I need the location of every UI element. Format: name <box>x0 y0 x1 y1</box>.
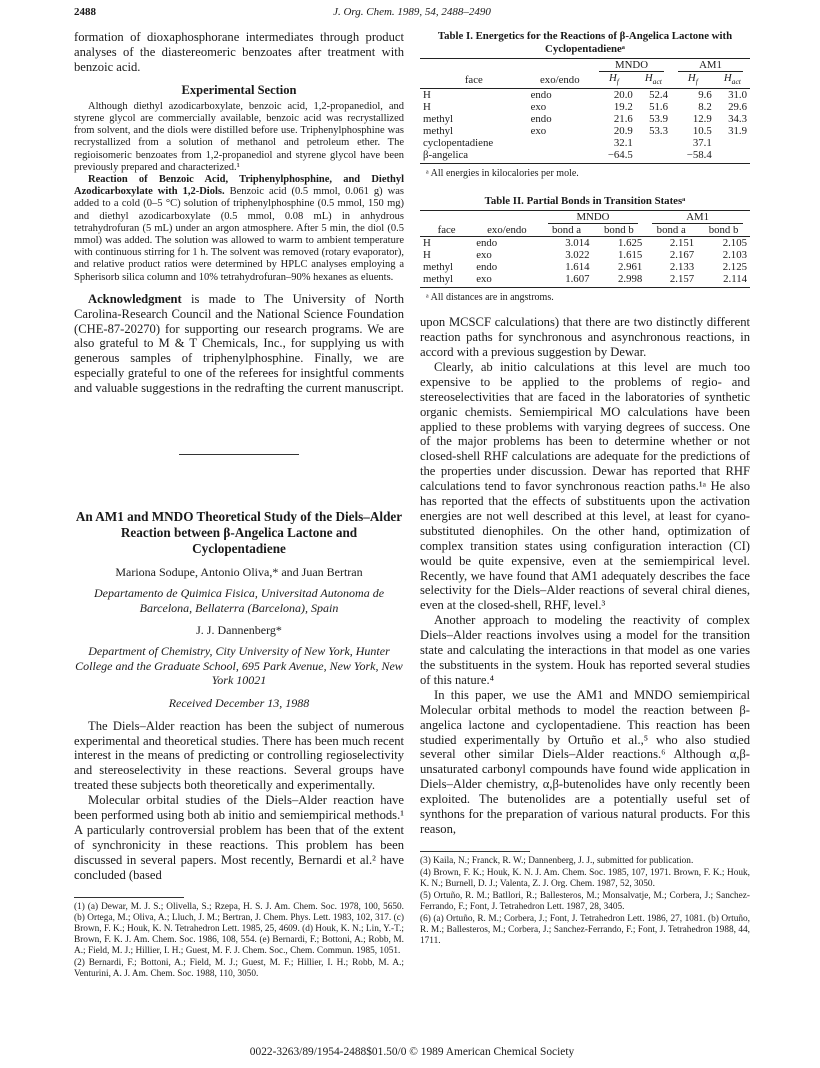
table1-cell: H <box>423 101 431 114</box>
table2-header: face <box>420 224 473 237</box>
table2 <box>420 210 750 288</box>
table1-cell: 31.0 <box>728 89 747 102</box>
table2-cell: 1.607 <box>541 273 593 288</box>
acknowledgment-text: is made to The University of North Carolina-Research Council and the National Science Foundation (CHE-87-20270) for supporting our research programs. We are also grateful to M & T Chemicals, Inc., for supplying us with generous samples of triphenylphosphine. Finally, we are especially grateful to one of the referees for insightful comments and valuable suggestions in the redrafting the current manuscript. <box>74 291 404 396</box>
table1-header: exo/endo <box>528 72 592 89</box>
intro-paragraph: formation of dioxaphosphorane intermediates through product analyses of the diastereomeric benzoates after treatment with benzoic acid. <box>74 30 404 74</box>
table1-cell: H <box>423 89 431 102</box>
page-number: 2488 <box>74 6 96 18</box>
table2-cell: 2.105 <box>722 237 747 250</box>
table2-row <box>420 273 750 288</box>
table1-cell <box>636 137 671 149</box>
table1-body <box>420 89 750 164</box>
journal-citation: J. Org. Chem. 1989, 54, 2488–2490 <box>333 6 491 18</box>
table2-cell: 2.133 <box>669 261 695 274</box>
table1-cell: endo <box>530 89 552 102</box>
table2-cell: methyl <box>420 273 473 288</box>
table2-cell: 3.014 <box>565 237 590 250</box>
body-paragraph-1: The Diels–Alder reaction has been the subject of numerous experimental and theoretical studies. There has been much recent interest in the means of predicting or controlling regioselectivity and stereoselectivity in these reactions. Several groups have treated these subjects both theoretically and experimentally. <box>74 718 404 793</box>
copyright-footer: 0022-3263/89/1954-2488$01.50/0 © 1989 American Chemical Society <box>249 1046 575 1058</box>
table2-cell: 1.614 <box>565 261 590 274</box>
table2-cell: 2.167 <box>669 249 695 262</box>
table1-cell: methyl <box>423 113 453 126</box>
right-column <box>420 30 750 948</box>
table1-cell: 12.9 <box>692 113 712 126</box>
table1-row <box>420 125 750 137</box>
table1-row <box>420 89 750 102</box>
table1-cell: cyclopentadiene <box>423 137 494 150</box>
table2-cell: endo <box>476 261 498 274</box>
experimental-heading: Experimental Section <box>181 82 297 97</box>
table2-cell: 2.114 <box>697 273 750 288</box>
affiliation-primary: Departamento de Quimica Fisica, Universitad Autonoma de Barcelona, Bellaterra (Barcelona), Spain <box>93 586 385 615</box>
table2-cell: methyl <box>423 261 453 274</box>
footnote: (2) Bernardi, F.; Bottoni, A.; Field, M. J.; Guest, M. F.; Hillier, I. H.; Robb, M. A.; Venturini, A. J. Am. Chem. Soc. 1988, 110, 3050. <box>74 957 404 979</box>
table1-group-mndo: MNDO <box>592 59 671 73</box>
table1-caption: Table I. Energetics for the Reactions of β-Angelica Lactone with Cyclopentadieneᵃ <box>437 30 733 55</box>
table2-cell: 2.151 <box>669 237 695 250</box>
table2-caption: Table II. Partial Bonds in Transition Statesᵃ <box>484 195 686 208</box>
acknowledgment-paragraph <box>74 292 404 396</box>
table2-group-mndo: MNDO <box>541 211 646 225</box>
table1-row <box>420 137 750 149</box>
footnote-rule <box>420 851 530 852</box>
table2-header: bond b <box>593 224 646 237</box>
article-title: An AM1 and MNDO Theoretical Study of the Diels–Alder Reaction between β-Angelica Lactone and Cyclopentadiene <box>75 509 403 557</box>
footnote: (5) Ortuño, R. M.; Batllori, R.; Ballesteros, M.; Monsalvatje, M.; Corbera, J.; Sanchez-Ferrando, F.; Font, J. Tetrahedron Lett. 1987, 28, 3405. <box>420 890 750 912</box>
table2-cell: endo <box>476 237 498 250</box>
table1-cell: 8.2 <box>698 101 712 114</box>
right-paragraph-4: In this paper, we use the AM1 and MNDO semiempirical Molecular orbital methods to model the reaction between β-angelica lactone and cyclopentadiene. This reaction has been studied experimentally by Ortuño et al.,⁵ who also studied several other similar Diels–Alder reactions.⁶ Although α,β-unsaturated carbonyl compounds have found wide application in Diels–Alder chemistry, α,β-butenolides have only recently been exploited. The butenolides are a potentially useful set of synthons for the preparation of various natural products. For this reason, <box>420 687 750 836</box>
table1-header: $H_{act}$ <box>715 72 750 89</box>
table2-cell: 2.998 <box>593 273 646 288</box>
experimental-paragraph: Although diethyl azodicarboxylate, benzoic acid, 1,2-propanediol, and styrene glycol are commercially available, benzoic acid was recrystallized from solvent, and the diols were distilled before use. Triphenylphosphine was recrystallized from a solution of methanol and petroleum ether. The regioisomeric benzoates from 1,2-propanediol and styrene glycol have been previously prepared and characterized.¹ <box>74 100 404 173</box>
footnote: (4) Brown, F. K.; Houk, K. N. J. Am. Chem. Soc. 1985, 107, 1971. Brown, F. K.; Houk, K. N.; Burnell, D. J.; Valenta, Z. J. Org. Chem. 1987, 52, 3050. <box>420 867 750 889</box>
table1-row <box>420 101 750 113</box>
footnote: (6) (a) Ortuño, R. M.; Corbera, J.; Font, J. Tetrahedron Lett. 1986, 27, 1081. (b) Ortuño, R. M.; Ballesteros, M.; Corbera, J.; Sanchez-Ferrando, F.; Font, J. Tetrahedron 1988, 44, 1711. <box>420 913 750 946</box>
acknowledgment-title: Acknowledgment <box>88 291 182 306</box>
authors-secondary: J. J. Dannenberg* <box>196 623 282 638</box>
table1-cell: 37.1 <box>692 137 712 150</box>
table1-cell <box>528 149 592 164</box>
table1-cell: endo <box>530 113 552 126</box>
reaction-paragraph <box>74 174 404 284</box>
running-header <box>74 6 750 24</box>
table1-header: $H_f$ <box>592 72 636 89</box>
table1-cell: 20.9 <box>613 125 633 138</box>
table1 <box>420 58 750 164</box>
table1-cell <box>715 149 750 164</box>
table1-row <box>420 149 750 164</box>
reaction-text: Benzoic acid (0.5 mmol, 0.061 g) was added to a cold (0–5 °C) solution of triphenylphosphine (0.5 mmol, 150 mg) and diethyl azodicarboxylate (0.5 mmol, 0.08 mL) in anhydrous tetrahydrofuran (5 mL) under an argon atmosphere. After 5 min, the diol (0.5 mmol) was added. The solution was allowed to warm to ambient temperature with continuous stirring for 1 h. The solvent was removed (rotary evaporator), and relative product ratios were determined by HPLC analyses employing a Spherisorb silica column and 10% tetrahydrofuran–90% hexanes as eluents. <box>74 186 405 283</box>
table1-row <box>420 113 750 125</box>
table1-header: $H_f$ <box>671 72 715 89</box>
section-divider <box>179 454 299 455</box>
table2-row <box>420 237 750 250</box>
table2-cell: 2.157 <box>645 273 697 288</box>
table1-cell: exo <box>530 125 547 138</box>
table2-group-am1: AM1 <box>645 211 750 225</box>
table2-body <box>420 237 750 288</box>
table1-cell: 19.2 <box>613 101 633 114</box>
left-column <box>74 30 404 981</box>
table1-cell: 10.5 <box>692 125 712 138</box>
table1-cell: 34.3 <box>728 113 747 126</box>
table2-cell: exo <box>476 249 492 262</box>
table1-cell: 21.6 <box>613 113 633 126</box>
table1-cell: 20.0 <box>613 89 633 102</box>
table1-group-am1: AM1 <box>671 59 750 73</box>
footnote-rule <box>74 897 184 898</box>
table1-cell: 32.1 <box>613 137 633 150</box>
table2-header: bond a <box>541 224 593 237</box>
table2-note: ᵃ All distances are in angstroms. <box>426 292 554 304</box>
table2-cell: 2.125 <box>722 261 747 274</box>
table2-cell: exo <box>473 273 540 288</box>
table2-cell: 1.615 <box>617 249 643 262</box>
table2-cell: 1.625 <box>617 237 643 250</box>
table1-cell: 53.9 <box>649 113 668 126</box>
right-paragraph-1: upon MCSCF calculations) that there are two distinctly different reaction paths for synchronous and asynchronous reactions, in accord with a previous suggestion by Dewar. <box>420 315 750 359</box>
right-paragraph-2: Clearly, ab initio calculations at this level are much too expensive to be applied to the problems of regio- and stereoselectivities that are faced in the laboratories of synthetic organic chemists. Semiempirical MO calculations have been applied to these problems with varying degrees of success. One of the major problems has been to determine whether or not closed-shell RHF calculations are adequate for the predictions of the properties under discussion. Dewar has reported that RHF calculations tend to favor synchronous reaction paths.¹ᵃ He also has reported that the effects of substituents upon the activation energies are not well described at this level, at least for cyano-substituted dienophiles. On the other hand, optimization of complex transition states using configuration interaction (CI) would be quite expensive, even at the semiempirical level. Recently, we have found that AM1 adequately describes the face selectivity for the Diels–Alder reactions of several chiral dienes, even at the closed-shell, RHF, level.³ <box>420 359 750 613</box>
footnote: (3) Kaila, N.; Franck, R. W.; Dannenberg, J. J., submitted for publication. <box>420 855 694 866</box>
affiliation-secondary: Department of Chemistry, City University of New York, Hunter College and the Graduate School, 695 Park Avenue, New York, New York 10021 <box>75 644 403 688</box>
table1-cell <box>528 137 592 149</box>
body-paragraph-2: Molecular orbital studies of the Diels–Alder reaction have been performed using both ab initio and semiempirical methods.¹ A particularly controversial problem has been that of the extent of synchronicity in these reactions. This problem has been discussed in several papers. Most recently, Bernardi et al.² have concluded (based <box>74 793 404 882</box>
table2-row <box>420 249 750 261</box>
table1-cell: −64.5 <box>592 149 636 164</box>
table2-cell: H <box>423 249 431 262</box>
table1-cell: 51.6 <box>649 101 668 114</box>
table1-cell: methyl <box>423 125 453 138</box>
table1-cell <box>636 149 671 164</box>
table1-cell: 9.6 <box>698 89 712 102</box>
table1-header: $H_{act}$ <box>636 72 671 89</box>
table2-row <box>420 261 750 273</box>
table2-header: bond b <box>697 224 750 237</box>
table2-header: exo/endo <box>473 224 540 237</box>
table2-header: bond a <box>645 224 697 237</box>
footnote: (1) (a) Dewar, M. J. S.; Olivella, S.; Rzepa, H. S. J. Am. Chem. Soc. 1978, 100, 5650. (b) Ortega, M.; Oliva, A.; Lluch, J. M.; Bertran, J. Chem. Phys. Lett. 1983, 102, 317. (c) Brown, F. K.; Houk, K. N. Tetrahedron Lett. 1985, 25, 4609. (d) Houk, K. N.; Lin, Y.-T.; Brown, F. K. J. Am. Chem. Soc. 1986, 108, 554. (e) Bernardi, F.; Bottoni, A.; Robb, M. A.; Field, M. J.; Hillier, I. H.; Guest, M. F. J. Chem. Soc., Chem. Commun. 1985, 1051. <box>74 901 404 956</box>
table1-header: face <box>420 72 528 89</box>
table1-cell: 53.3 <box>649 125 668 138</box>
table1-note: ᵃ All energies in kilocalories per mole. <box>426 168 579 180</box>
right-paragraph-3: Another approach to modeling the reactivity of complex Diels–Alder reactions involves using a model for the transition state and calculating the interactions in that model as one varies the substituents in the system. Houk has reported several studies of this nature.⁴ <box>420 613 750 687</box>
table2-cell: H <box>423 237 431 250</box>
table1-cell: 31.9 <box>728 125 747 138</box>
table1-cell: 29.6 <box>728 101 747 114</box>
table2-cell: 2.103 <box>722 249 747 262</box>
received-date: Received December 13, 1988 <box>168 695 310 710</box>
table1-cell: exo <box>530 101 547 114</box>
table1-cell: β-angelica <box>420 149 528 164</box>
reaction-heading: Reaction of Benzoic Acid, Triphenylphosphine, and Diethyl Azodicarboxylate with 1,2-Diols. <box>74 173 404 198</box>
table2-cell: 2.961 <box>617 261 643 274</box>
table2-cell: 3.022 <box>565 249 590 262</box>
authors-primary: Mariona Sodupe, Antonio Oliva,* and Juan Bertran <box>115 565 363 580</box>
table1-cell <box>715 137 750 149</box>
table1-cell: 52.4 <box>649 89 668 102</box>
table1-cell: −58.4 <box>671 149 715 164</box>
